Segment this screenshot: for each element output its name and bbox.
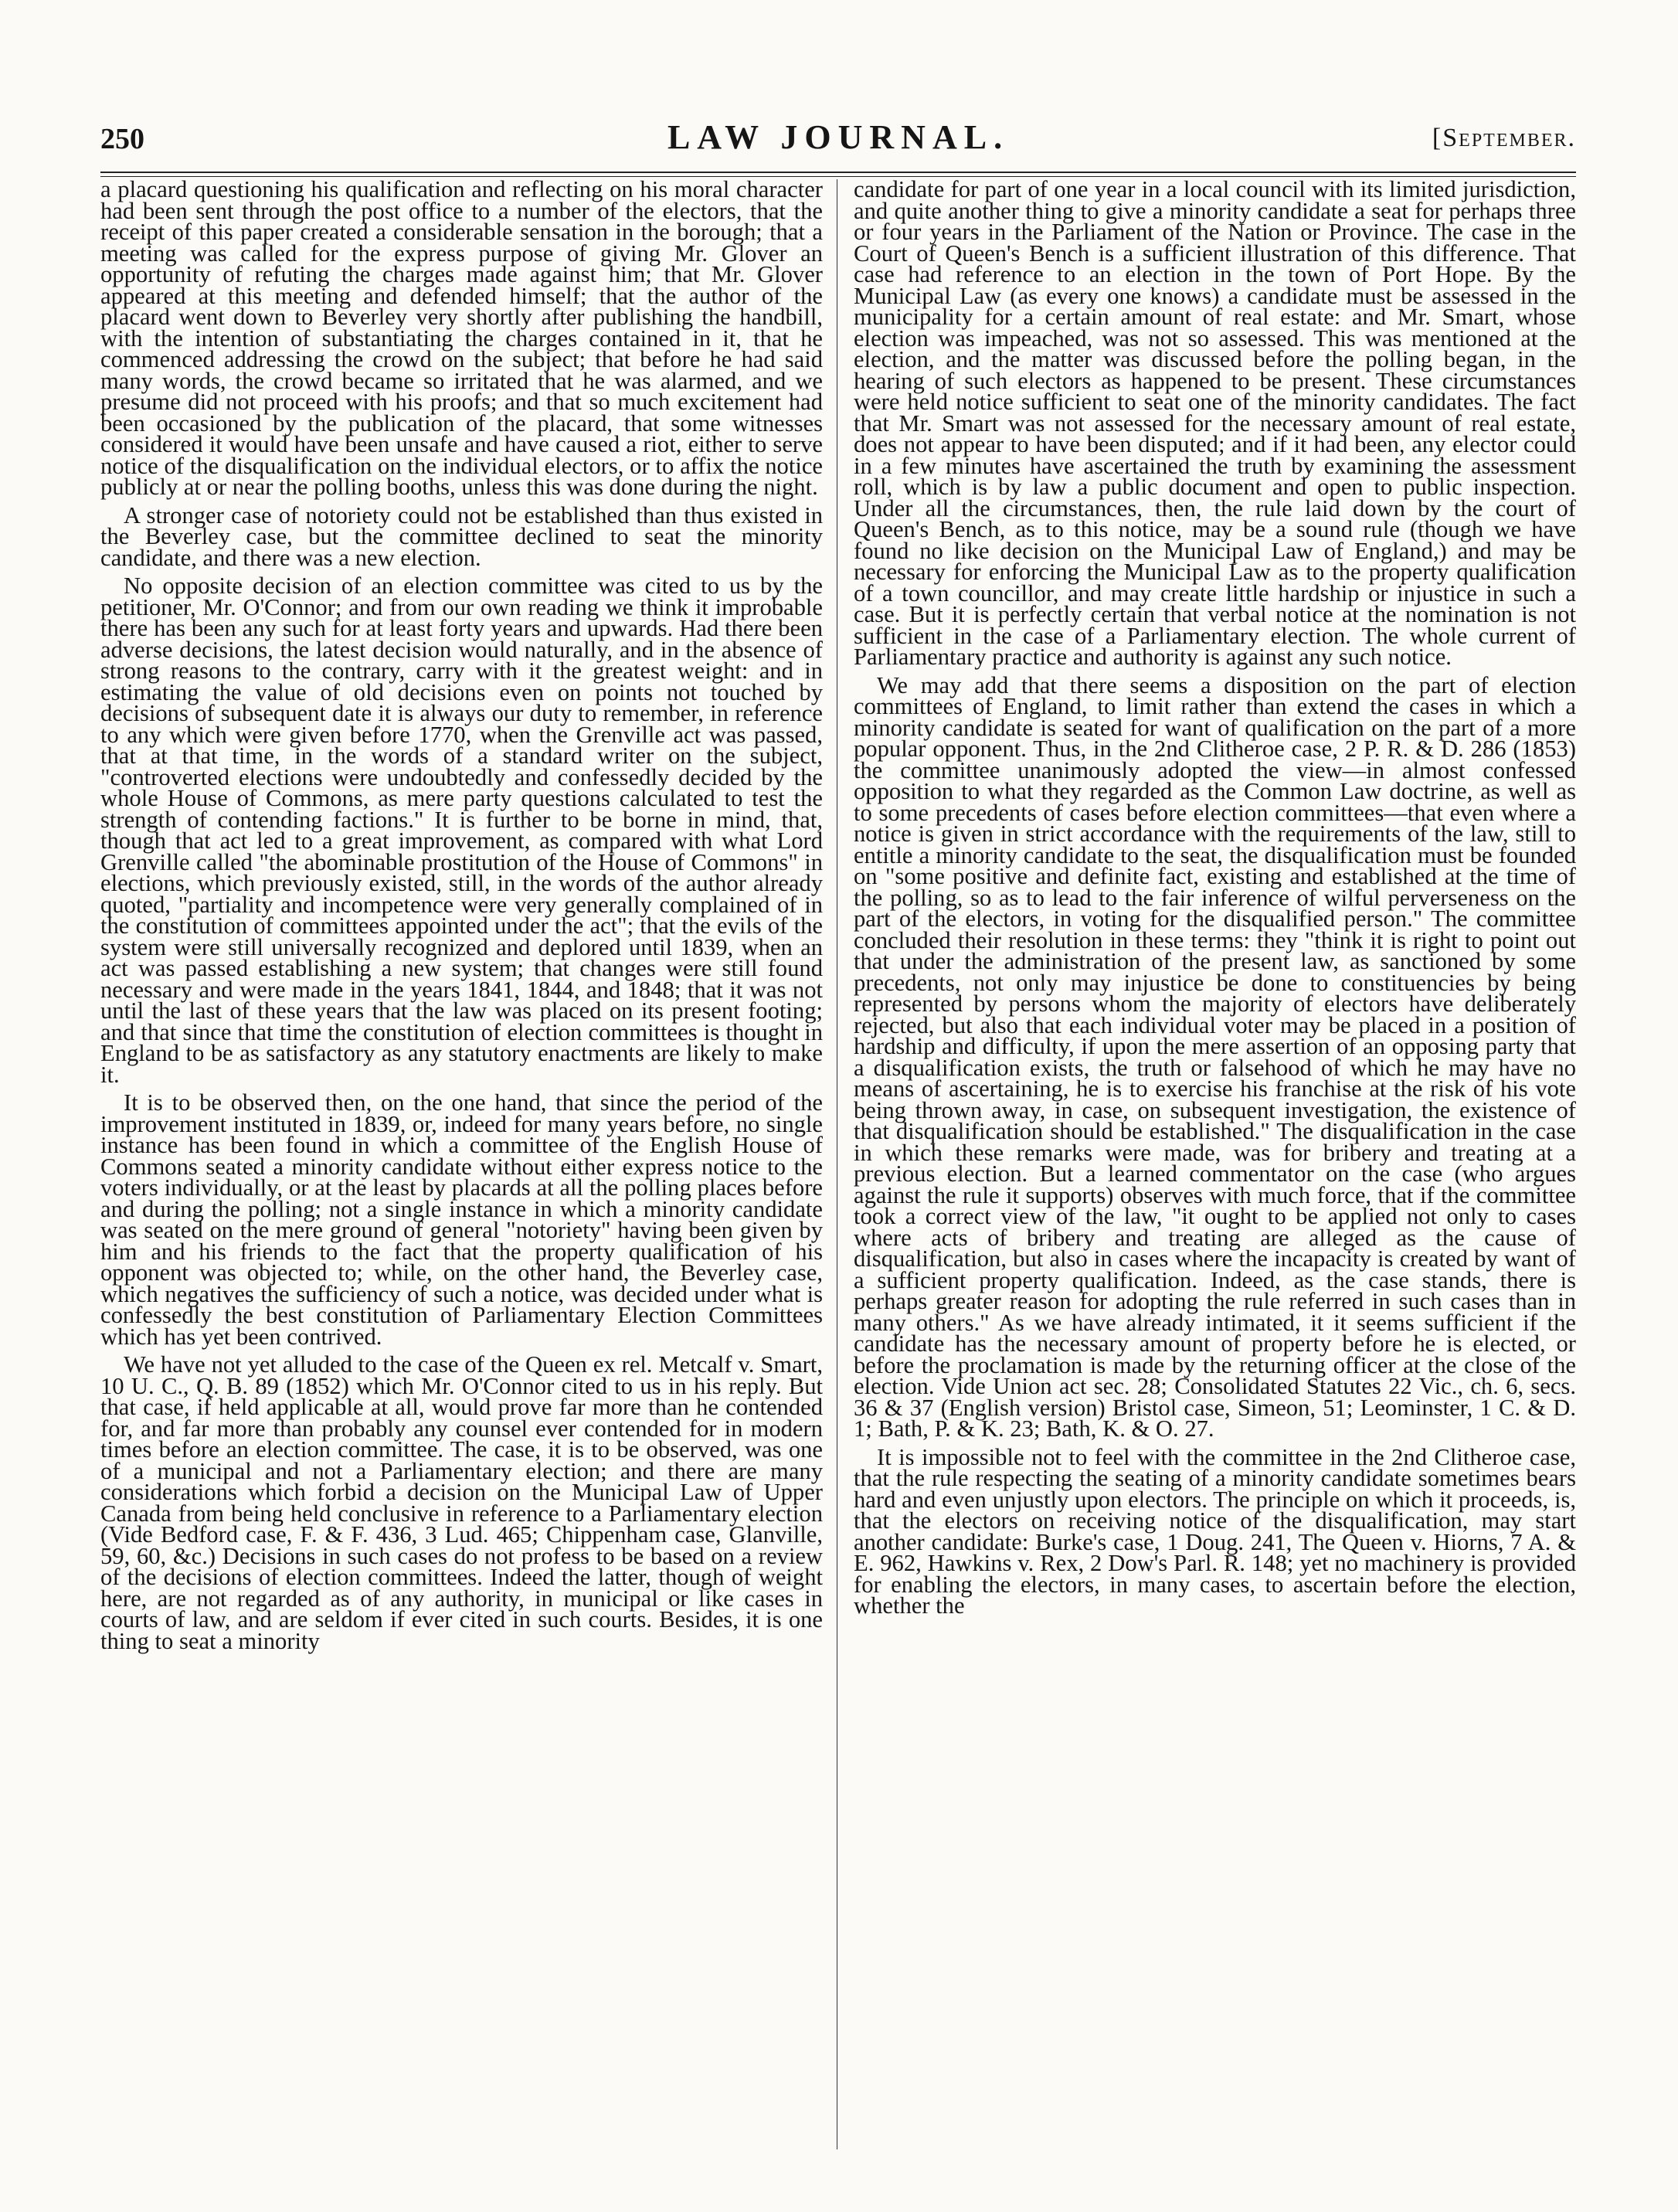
paragraph: We may add that there seems a disposition on the part of election committees of England, to limit rather than extend the cases in which a minority candidate is seated for want of qualification on the part of a more popular opponent. Thus, in the 2nd Clitheroe case, 2 P. R. & D. 286 (1853) the committee unanimously adopted the view—in almost confessed opposition to what they regarded as the Common Law doctrine, as well as to some precedents of cases before election committees—that even where a notice is given in strict accordance with the requirements of the law, still to entitle a minority candidate to the seat, the disqualification must be founded on "some positive and definite fact, existing and established at the time of the polling, so as to lead to the fair inference of wilful perverseness on the part of the electors, in voting for the disqualified person." The committee concluded their resolution in these terms: they "think it is right to point out that under the administration of the present law, as sanctioned by some precedents, not only may injustice be done to constituencies by being represented by persons whom the majority of electors have deliberately rejected, but also that each individual voter may be placed in a position of hardship and difficulty, if upon the mere assertion of an opposing party that a disqualification exists, the truth or falsehood of which he may have no means of ascertaining, he is to exercise his franchise at the risk of his vote being thrown away, in case, on subsequent investigation, the existence of that disqualification should be established." The disqualification in the case in which these remarks were made, was for bribery and treating at a previous election. But a learned commentator on the case (who argues against the rule it supports) observes with much force, that if the committee took a correct view of the law, "it ought to be applied not only to cases where acts of bribery and treating are alleged as the cause of disqualification, but also in cases where the incapacity is created by want of a sufficient property qualification. Indeed, as the case stands, there is perhaps greater reason for adopting the rule referred in such cases than in many others." As we have already intimated, it it seems sufficient if the candidate has the necessary amount of property before he is elected, or before the proclamation is made by the returning officer at the close of the election. Vide Union act sec. 28; Consolidated Statutes 22 Vic., ch. 6, secs. 36 & 37 (English version) Bristol case, Simeon, 51; Leominster, 1 C. & D. 1; Bath, P. & K. 23; Bath, K. & O. 27.	[854, 671, 1576, 1442]
page-number: 250	[100, 123, 144, 155]
paragraph: It is to be observed then, on the one hand, that since the period of the improvement instituted in 1839, or, indeed for many years before, no single instance has been found in which a committee of the English House of Commons seated a minority candidate without either express notice to the voters individually, or at the least by placards at all the polling places before and during the polling; not a single instance in which a minority candidate was seated on the mere ground of general "notoriety" having been given by him and his friends to the fact that the property qualification of his opponent was objected to; while, on the other hand, the Beverley case, which negatives the sufficiency of such a notice, was decided under what is confessedly the best constitution of Parliamentary Election Committees which has yet been contrived.	[100, 1089, 823, 1350]
left-column	[100, 179, 823, 2157]
paragraph: candidate for part of one year in a local council with its limited jurisdiction, and quite another thing to give a minority candidate a seat for perhaps three or four years in the Parliament of the Nation or Province. The case in the Court of Queen's Bench is a sufficient illustration of this difference. That case had reference to an election in the town of Port Hope. By the Municipal Law (as every one knows) a candidate must be assessed in the municipality for a certain amount of real estate: and Mr. Smart, whose election was impeached, was not so assessed. This was mentioned at the election, and the matter was discussed before the polling began, in the hearing of such electors as happened to be present. These circumstances were held notice sufficient to seat one of the minority candidates. The fact that Mr. Smart was not assessed for the necessary amount of real estate, does not appear to have been disputed; and if it had been, any elector could in a few minutes have ascertained the truth by examining the assessment roll, which is by law a public document and open to public inspection. Under all the circumstances, then, the rule laid down by the court of Queen's Bench, as to this notice, may be a sound rule (though we have found no like decision on the Municipal Law of England,) and may be necessary for enforcing the Municipal Law as to the property qualification of a town councillor, and may create little hardship or injustice in such a case. But it is perfectly certain that verbal notice at the nomination is not sufficient in the case of a Parliamentary election. The whole current of Parliamentary practice and authority is against any such notice.	[854, 179, 1576, 670]
paragraph: a placard questioning his qualification and reflecting on his moral character had been sent through the post office to a number of the electors, that the receipt of this paper created a considerable sensation in the borough; that a meeting was called for the express purpose of giving Mr. Glover an opportunity of refuting the charges made against him; that Mr. Glover appeared at this meeting and defended himself; that the author of the placard went down to Beverley very shortly after publishing the handbill, with the intention of substantiating the charges contained in it, that he commenced addressing the crowd on the subject; that before he had said many words, the crowd became so irritated that he was alarmed, and we presume did not proceed with his proofs; and that so much excitement had been occasioned by the publication of the placard, that some witnesses considered it would have been unsafe and have caused a riot, either to serve notice of the disqualification on the individual electors, or to affix the notice publicly at or near the polling booths, unless this was done during the night.	[100, 179, 823, 500]
paragraph: A stronger case of notoriety could not be established than thus existed in the Beverley case, but the committee declined to seat the minority candidate, and there was a new election.	[100, 501, 823, 571]
running-header	[100, 116, 1576, 170]
issue-month: [September.	[1432, 124, 1576, 152]
paragraph: No opposite decision of an election committee was cited to us by the petitioner, Mr. O'Connor; and from our own reading we think it improbable there has been any such for at least forty years and upwards. Had there been adverse decisions, the latest decision would naturally, and in the absence of strong reasons to the contrary, carry with it the greatest weight: and in estimating the value of old decisions even on points not touched by decisions of subsequent date it is always our duty to remember, in reference to any which were given before 1770, when the Grenville act was passed, that at that time, in the words of a standard writer on the subject, "controverted elections were undoubtedly and confessedly decided by the whole House of Commons, as mere party questions calculated to test the strength of contending factions." It is further to be borne in mind, that, though that act led to a great improvement, as compared with what Lord Grenville called "the abominable prostitution of the House of Commons" in elections, which previously existed, still, in the words of the author already quoted, "partiality and incompetence were very generally complained of in the constitution of committees appointed under the act"; that the evils of the system were still universally recognized and deplored until 1839, when an act was passed establishing a new system; that changes were still found necessary and were made in the years 1841, 1844, and 1848; that it was not until the last of these years that the law was placed on its present footing; and that since that time the constitution of election committees is thought in England to be as satisfactory as any statutory enactments are likely to make it.	[100, 573, 823, 1088]
journal-title: LAW JOURNAL.	[667, 118, 1010, 156]
right-column	[854, 179, 1576, 2157]
paragraph: We have not yet alluded to the case of the Queen ex rel. Metcalf v. Smart, 10 U. C., Q. B. 89 (1852) which Mr. O'Connor cited to us in his reply. But that case, if held applicable at all, would prove far more than he contended for, and far more than probably any counsel ever contended for in modern times before an election committee. The case, it is to be observed, was one of a municipal and not a Parliamentary election; and there are many considerations which forbid a decision on the Municipal Law of Upper Canada from being held conclusive in reference to a Parliamentary election (Vide Bedford case, F. & F. 436, 3 Lud. 465; Chippenham case, Glanville, 59, 60, &c.) Decisions in such cases do not profess to be based on a review of the decisions of election committees. Indeed the latter, though of weight here, are not regarded as of any authority, in municipal or like cases in courts of law, and are seldom if ever cited in such courts. Besides, it is one thing to seat a minority	[100, 1351, 823, 1654]
paragraph: It is impossible not to feel with the committee in the 2nd Clitheroe case, that the rule respecting the seating of a minority candidate sometimes bears hard and even unjustly upon electors. The principle on which it proceeds, is, that the electors on receiving notice of the disqualification, may start another candidate: Burke's case, 1 Doug. 241, The Queen v. Hiorns, 7 A. & E. 962, Hawkins v. Rex, 2 Dow's Parl. R. 148; yet no machinery is provided for enabling the electors, in many cases, to ascertain before the election, whether the	[854, 1443, 1576, 1619]
header-rule	[100, 172, 1576, 177]
